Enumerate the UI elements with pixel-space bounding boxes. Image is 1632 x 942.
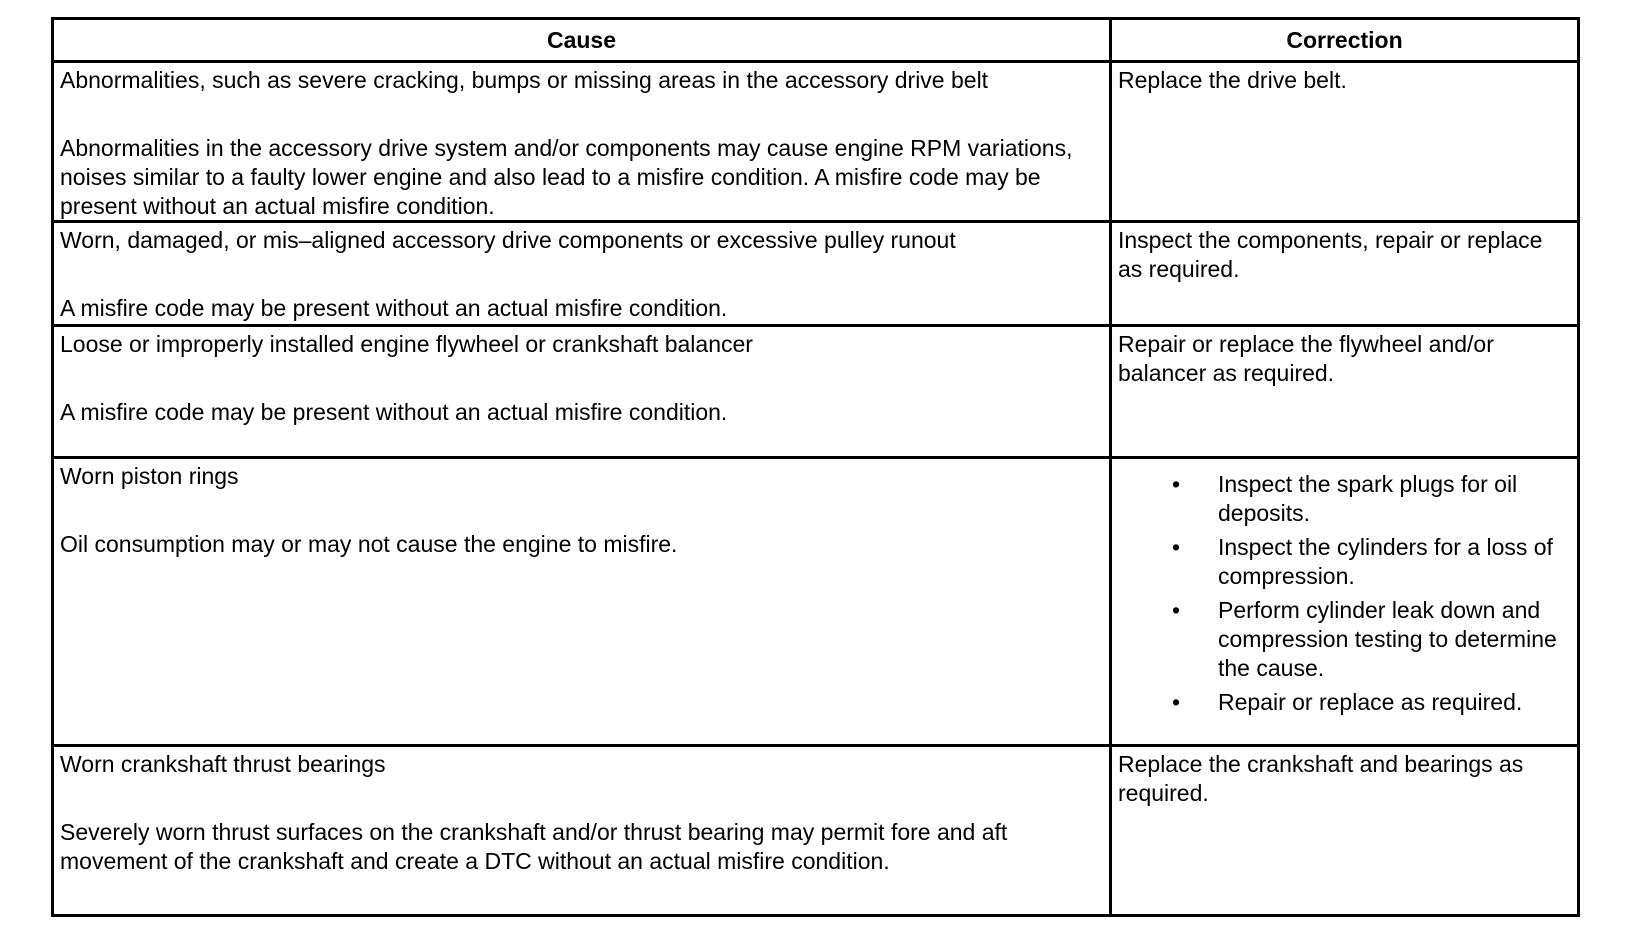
- table-row: [54, 60, 1577, 220]
- bullet-icon: •: [1172, 534, 1181, 560]
- correction-cell: [1109, 63, 1577, 220]
- bullet-text: Inspect the spark plugs for oil deposits.: [1218, 471, 1518, 526]
- header-correction: Correction: [1109, 20, 1577, 60]
- correction-cell: [1109, 459, 1577, 744]
- correction-text: Inspect the components, repair or replace as required.: [1118, 227, 1543, 282]
- cause-cell: [54, 327, 1109, 456]
- correction-bullet-item: [1118, 596, 1571, 683]
- correction-bullet-item: [1118, 533, 1571, 591]
- cause-note: Oil consumption may or may not cause the engine to misfire.: [60, 531, 678, 557]
- correction-bullet-item: [1118, 688, 1571, 717]
- cause-cell: [54, 747, 1109, 914]
- table-row: [54, 456, 1577, 744]
- cause-cell: [54, 459, 1109, 744]
- correction-cell: [1109, 747, 1577, 914]
- cause-cell: [54, 223, 1109, 324]
- correction-bullet-list: [1118, 470, 1571, 717]
- cause-title: Worn piston rings: [60, 463, 239, 489]
- cause-note: A misfire code may be present without an actual misfire condition.: [60, 295, 728, 321]
- cause-title: Worn crankshaft thrust bearings: [60, 751, 386, 777]
- correction-cell: [1109, 223, 1577, 324]
- correction-cell: [1109, 327, 1577, 456]
- bullet-icon: •: [1172, 471, 1181, 497]
- bullet-icon: •: [1172, 597, 1181, 623]
- table-row: [54, 324, 1577, 456]
- cause-note: Abnormalities in the accessory drive system and/or components may cause engine RPM variations, noises similar to a faulty lower engine and also lead to a misfire condition. A misfire code may be present without an actual misfire condition.: [60, 135, 1073, 219]
- cause-title: Loose or improperly installed engine flywheel or crankshaft balancer: [60, 331, 753, 357]
- header-cause: Cause: [546, 27, 617, 53]
- cause-note: A misfire code may be present without an actual misfire condition.: [60, 399, 728, 425]
- cause-cell: [54, 63, 1109, 220]
- bullet-text: Inspect the cylinders for a loss of compression.: [1218, 534, 1553, 589]
- cause-note: Severely worn thrust surfaces on the crankshaft and/or thrust bearing may permit fore and aft movement of the crankshaft and create a DTC without an actual misfire condition.: [60, 819, 1008, 874]
- correction-text: Repair or replace the flywheel and/or balancer as required.: [1118, 331, 1494, 386]
- correction-text: Replace the crankshaft and bearings as required.: [1118, 751, 1524, 806]
- table-header-row: [54, 20, 1577, 60]
- bullet-text: Perform cylinder leak down and compression testing to determine the cause.: [1218, 597, 1557, 681]
- table-row: [54, 220, 1577, 324]
- table-row: [54, 744, 1577, 914]
- bullet-icon: •: [1172, 689, 1181, 715]
- correction-bullet-item: [1118, 470, 1571, 528]
- correction-text: Replace the drive belt.: [1118, 67, 1347, 93]
- diagnostic-table: [51, 17, 1580, 917]
- bullet-text: Repair or replace as required.: [1218, 689, 1523, 715]
- cause-title: Abnormalities, such as severe cracking, bumps or missing areas in the accessory drive belt: [60, 67, 989, 93]
- cause-title: Worn, damaged, or mis–aligned accessory drive components or excessive pulley runout: [60, 227, 956, 253]
